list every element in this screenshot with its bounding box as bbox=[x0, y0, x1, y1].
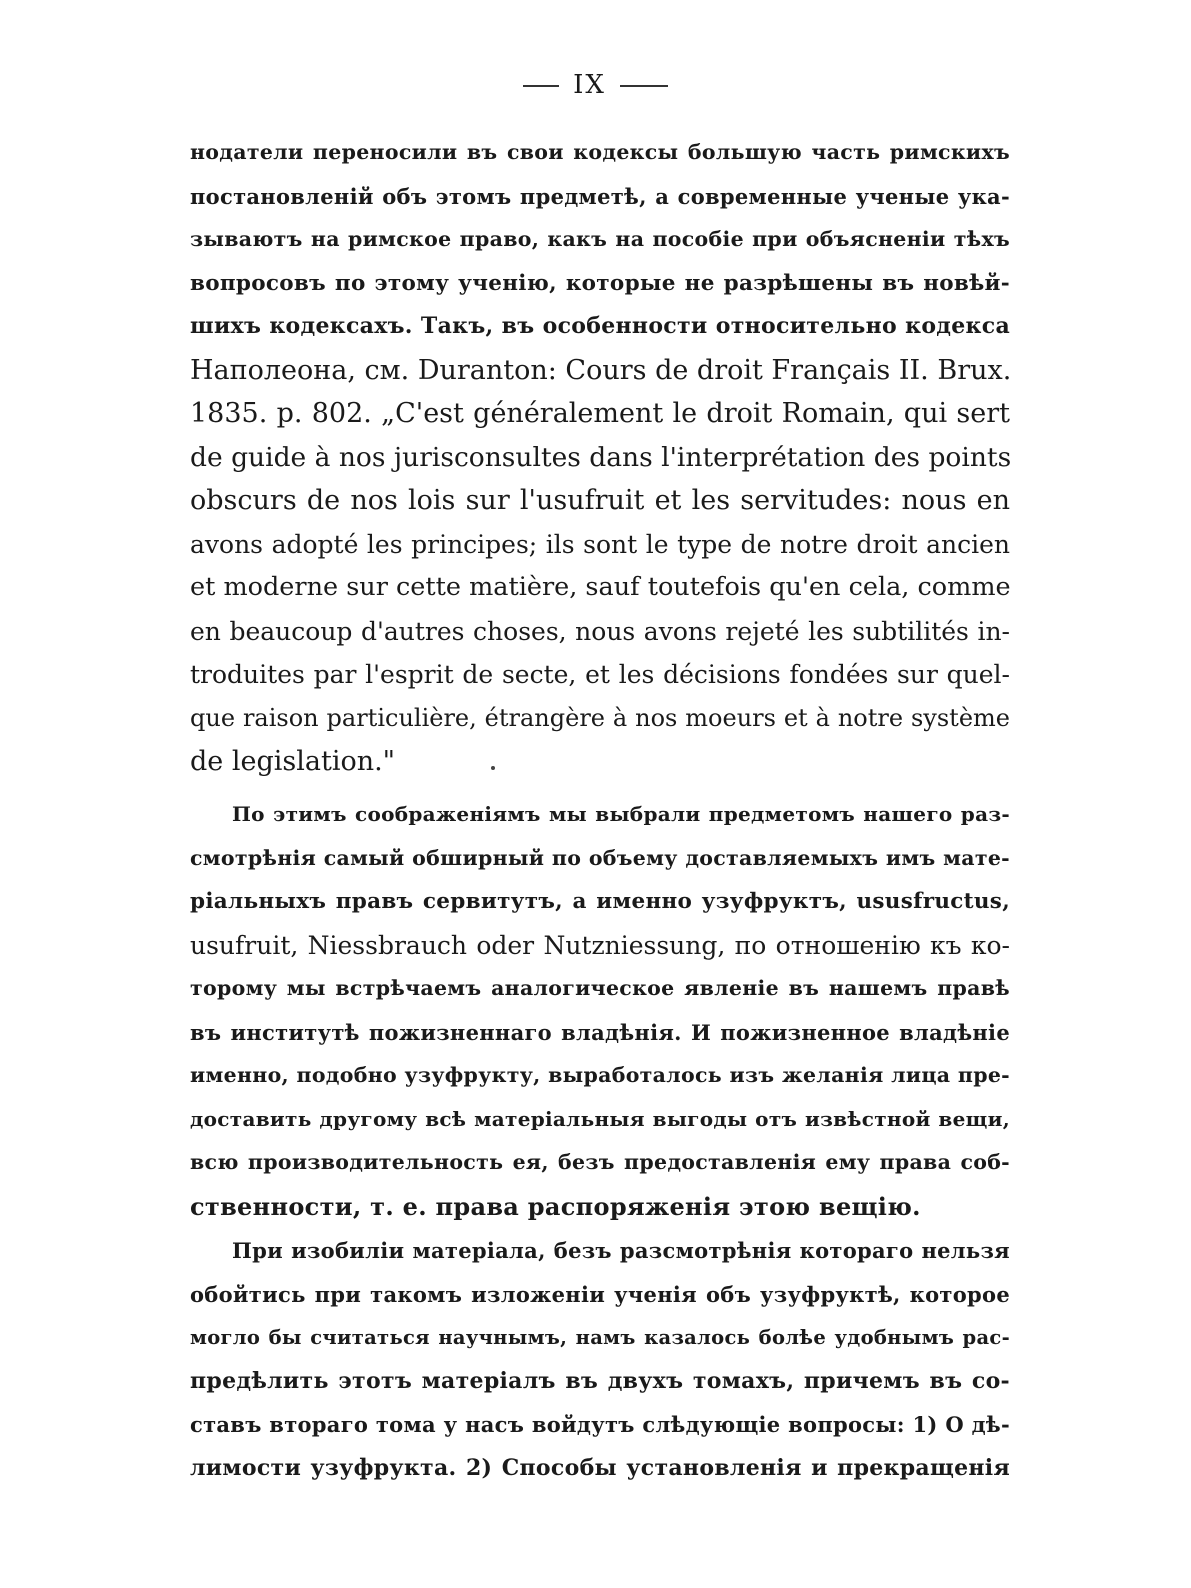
text-line: всю производительность ея, безъ предоставленія ему права соб- bbox=[190, 1150, 1010, 1174]
text-line: de guide à nos jurisconsultes dans l'interprétation des points bbox=[190, 441, 1012, 473]
ink-speck bbox=[491, 766, 495, 770]
text-line: шихъ кодексахъ. Такъ, въ особенности относительно кодекса bbox=[190, 313, 1010, 339]
text-line: 1835. p. 802. „C'est généralement le droit Romain, qui sert bbox=[190, 398, 1010, 429]
text-line: нодатели переносили въ свои кодексы большую часть римскихъ bbox=[190, 140, 1010, 164]
text-line: именно, подобно узуфрукту, выработалось изъ желанія лица пре- bbox=[190, 1063, 1010, 1087]
text-line: постановленій объ этомъ предметѣ, а современные ученые ука- bbox=[190, 183, 1010, 209]
text-line: По этимъ соображеніямъ мы выбрали предметомъ нашего раз- bbox=[232, 802, 1010, 826]
text-line: de legislation." bbox=[190, 746, 396, 777]
text-line: en beaucoup d'autres choses, nous avons rejeté les subtilités in- bbox=[190, 616, 1010, 646]
text-line: Наполеона, см. Duranton: Cours de droit Français II. Brux. bbox=[190, 354, 1012, 386]
text-line: въ институтѣ пожизненнаго владѣнія. И пожизненное владѣніе bbox=[190, 1019, 1010, 1045]
text-line: При изобиліи матеріала, безъ разсмотрѣнія котораго нельзя bbox=[232, 1238, 1010, 1263]
page-header bbox=[0, 70, 1191, 100]
text-line: usufruit, Niessbrauch oder Nutzniessung, по отношенію къ ко- bbox=[190, 930, 1010, 960]
text-line: обойтись при такомъ изложеніи ученія объ узуфруктѣ, которое bbox=[190, 1281, 1010, 1307]
text-line: que raison particulière, étrangère à nos moeurs et à notre système bbox=[190, 703, 1010, 732]
header-dash-right bbox=[620, 85, 668, 87]
text-line: et moderne sur cette matière, sauf toutefois qu'en cela, comme bbox=[190, 572, 1011, 602]
text-line: troduites par l'esprit de secte, et les décisions fondées sur quel- bbox=[190, 660, 1010, 689]
header-dash-left bbox=[523, 85, 559, 87]
text-line: obscurs de nos lois sur l'usufruit et les servitudes: nous en bbox=[190, 485, 1010, 516]
text-line: смотрѣнія самый обширный по объему доставляемыхъ имъ мате- bbox=[190, 845, 1010, 870]
paragraph-1 bbox=[190, 131, 1010, 784]
text-line: вопросовъ по этому ученію, которые не разрѣшены въ новѣй- bbox=[190, 270, 1010, 296]
text-line: могло бы считаться научнымъ, намъ казалось болѣе удобнымъ рас- bbox=[190, 1326, 1010, 1349]
paragraph-3 bbox=[190, 1229, 1010, 1490]
text-line: ственности, т. е. права распоряженія этою вещію. bbox=[190, 1191, 921, 1221]
paragraph-2 bbox=[190, 793, 1010, 1228]
text-line: ріальныхъ правъ сервитутъ, а именно узуфруктъ, ususfructus, bbox=[190, 889, 1010, 914]
text-line: доставить другому всѣ матеріальныя выгоды отъ извѣстной вещи, bbox=[190, 1106, 1010, 1131]
text-line: ставъ втораго тома у насъ войдутъ слѣдующіе вопросы: 1) О дѣ- bbox=[190, 1412, 1010, 1437]
text-line: avons adopté les principes; ils sont le type de notre droit ancien bbox=[190, 529, 1010, 559]
text-line: торому мы встрѣчаемъ аналогическое явленіе въ нашемъ правѣ bbox=[190, 976, 1010, 1000]
page-number: IX bbox=[573, 70, 606, 100]
text-line: лимости узуфрукта. 2) Способы установленія и прекращенія bbox=[190, 1454, 1010, 1481]
text-line: зываютъ на римское право, какъ на пособіе при объясненіи тѣхъ bbox=[190, 227, 1010, 251]
text-line: предѣлить этотъ матеріалъ въ двухъ томахъ, причемъ въ со- bbox=[190, 1367, 1010, 1394]
